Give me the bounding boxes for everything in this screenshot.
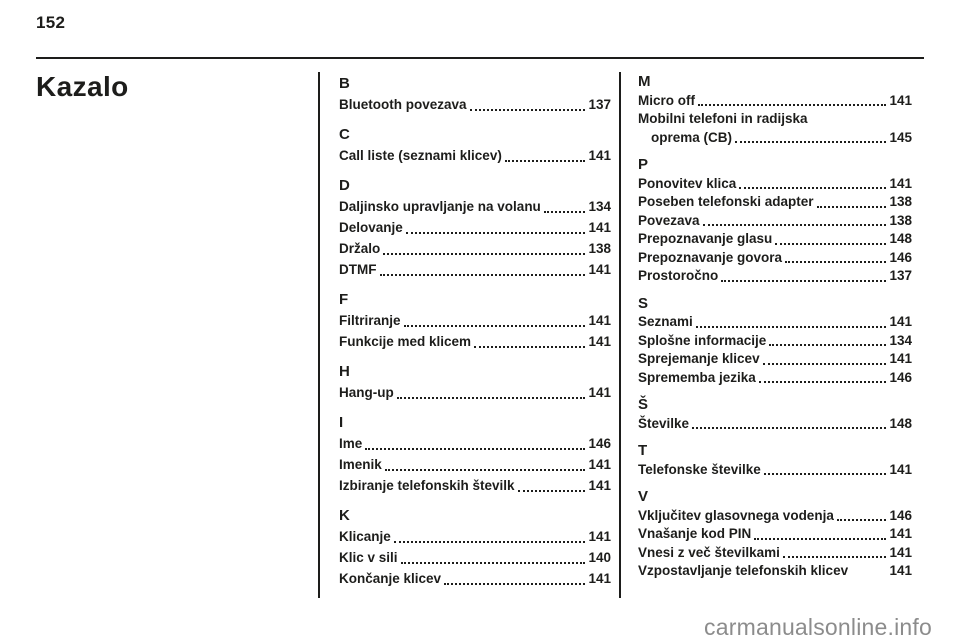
entry-label: Hang-up [339,385,394,400]
page-title: Kazalo [36,71,129,102]
entry-page: 148 [889,231,912,246]
entry-leader [401,562,586,564]
index-entry [339,94,611,115]
entry-leader [763,363,887,365]
index-column-1 [320,72,619,602]
index-entry [638,562,912,581]
entry-page: 138 [889,194,912,209]
entry-label: Poseben telefonski adapter [638,194,814,209]
section-letter: C [339,126,350,143]
entry-label: Klic v sili [339,550,398,565]
section-letter: H [339,363,350,380]
entry-page: 148 [889,415,912,431]
entry-leader [404,325,586,327]
entry-leader [696,326,887,328]
index-section-C [339,124,611,166]
entry-leader [383,253,585,255]
index-entry [638,525,912,544]
index-entry [638,313,912,332]
entry-leader [505,160,586,162]
index-entry [339,526,611,547]
index-entry [638,369,912,388]
entry-page: 134 [588,199,611,214]
entry-page: 138 [588,241,611,256]
entry-page: 141 [588,529,611,544]
entry-leader [470,109,586,111]
index-entry [638,332,912,351]
entry-leader [785,261,886,263]
index-entry [638,193,912,212]
entry-page: 141 [588,262,611,277]
index-entry [638,92,912,111]
page-number: 152 [36,13,66,32]
index-section-T [638,442,912,479]
index-section-Š [638,396,912,433]
entry-label: Vključitev glasovnega vodenja [638,507,834,523]
section-letter: M [638,73,651,90]
entry-label: Držalo [339,241,381,256]
entry-page: 146 [889,249,912,265]
entry-page: 141 [588,220,611,235]
header-rule [36,57,924,59]
index-entry [638,230,912,249]
section-letter: I [339,414,344,431]
entry-label: Filtriranje [339,313,401,328]
entry-label: Vnašanje kod PIN [638,526,752,541]
entry-label: Ime [339,436,363,451]
entry-continuation-line [638,129,912,148]
index-entry [339,382,611,403]
entry-page: 141 [588,334,611,349]
entry-page: 141 [588,313,611,328]
index-entry [339,454,611,475]
index-entry [638,507,912,526]
entry-leader [769,344,886,346]
entry-page: 141 [889,563,912,578]
entry-page: 146 [588,436,611,451]
section-letter: P [638,156,649,173]
entry-label: Klicanje [339,529,391,544]
entry-label: Daljinsko upravljanje na volanu [339,199,541,214]
index-section-P [638,156,912,286]
entry-page: 141 [889,92,912,108]
index-entry [339,310,611,331]
entry-label: Številke [638,415,690,431]
entry-page: 134 [889,332,912,348]
entry-page: 141 [889,314,912,329]
index-layout [36,72,924,602]
section-letter: Š [638,396,649,413]
index-section-V [638,488,912,581]
section-letter: V [638,488,649,505]
entry-leader [764,473,887,475]
entry-label: Prepoznavanje govora [638,249,783,265]
index-entry [339,238,611,259]
entry-page: 141 [889,351,912,366]
index-entry [638,267,912,286]
entry-leader [385,469,586,471]
entry-leader [444,583,585,585]
entry-leader [380,274,586,276]
entry-page: 140 [588,550,611,565]
entry-label: Vzpostavljanje telefonskih klicev [638,563,849,578]
index-entry [339,331,611,352]
entry-label: Delovanje [339,220,403,235]
index-section-D [339,175,611,280]
index-column-2 [621,72,924,602]
entry-label: Sprememba jezika [638,369,756,385]
entry-label: Telefonske številke [638,461,761,477]
index-entry [638,544,912,563]
entry-page: 145 [889,129,912,145]
entry-page: 137 [889,268,912,283]
entry-label: Splošne informacije [638,332,767,348]
entry-label: DTMF [339,262,377,277]
entry-label: Sprejemanje klicev [638,351,760,366]
entry-leader [775,243,886,245]
index-entry [638,110,912,147]
entry-label: Končanje klicev [339,571,442,586]
index-entry [339,259,611,280]
index-entry [339,217,611,238]
entry-leader [735,141,886,143]
entry-label: Bluetooth povezava [339,97,467,112]
index-section-M [638,73,912,147]
entry-label: Funkcije med klicem [339,334,472,349]
section-letter: B [339,75,350,92]
entry-label: Call liste (seznami klicev) [339,148,502,163]
entry-leader [692,427,886,429]
index-entry [638,415,912,434]
entry-page: 141 [588,571,611,586]
entry-label: Vnesi z več številkami [638,544,780,560]
watermark-text: carmanualsonline.info [704,614,932,640]
index-section-B [339,73,611,115]
section-letter: K [339,507,350,524]
entry-leader [703,224,887,226]
entry-label: Izbiranje telefonskih številk [339,478,515,493]
entry-page: 141 [588,457,611,472]
title-column [36,72,318,602]
entry-page: 146 [889,369,912,385]
index-entry [339,196,611,217]
entry-leader [394,541,586,543]
entry-leader [474,346,585,348]
entry-label: oprema (CB) [651,129,733,145]
entry-leader [721,280,886,282]
entry-leader [365,448,585,450]
entry-leader [406,232,586,234]
entry-page: 141 [889,544,912,560]
entry-label: Povezava [638,212,700,228]
entry-leader [739,187,886,189]
entry-page: 141 [889,461,912,477]
index-entry [339,145,611,166]
index-entry [638,461,912,480]
index-entry [638,249,912,268]
index-entry [339,568,611,589]
index-entry [638,175,912,194]
index-entry [339,547,611,568]
entry-leader [698,104,886,106]
entry-leader [759,381,887,383]
index-section-H [339,361,611,403]
entry-leader [397,397,586,399]
index-section-K [339,505,611,589]
section-letter: T [638,442,648,459]
entry-page: 137 [588,97,611,112]
entry-leader [544,211,586,213]
entry-leader [754,538,886,540]
entry-label: Prepoznavanje glasu [638,231,773,246]
entry-page: 141 [588,478,611,493]
index-entry [339,433,611,454]
entry-label: Micro off [638,92,695,108]
entry-label: Prostoročno [638,268,719,283]
entry-page: 138 [889,212,912,228]
entry-leader [837,519,887,521]
entry-leader [518,490,586,492]
index-entry [339,475,611,496]
section-letter: F [339,291,349,308]
entry-page: 141 [588,385,611,400]
entry-page: 146 [889,507,912,523]
section-letter: D [339,177,350,194]
entry-leader [783,556,887,558]
entry-label: Seznami [638,314,693,329]
index-section-I [339,412,611,496]
entry-label: Imenik [339,457,382,472]
entry-page: 141 [889,526,912,541]
index-entry [638,212,912,231]
index-section-S [638,295,912,388]
entry-label: Ponovitev klica [638,175,737,191]
section-letter: S [638,294,649,312]
index-section-F [339,289,611,352]
entry-page: 141 [889,175,912,191]
index-entry [638,350,912,369]
entry-label: Mobilni telefoni in radijska [638,111,808,126]
entry-leader [817,206,887,208]
entry-page: 141 [588,148,611,163]
